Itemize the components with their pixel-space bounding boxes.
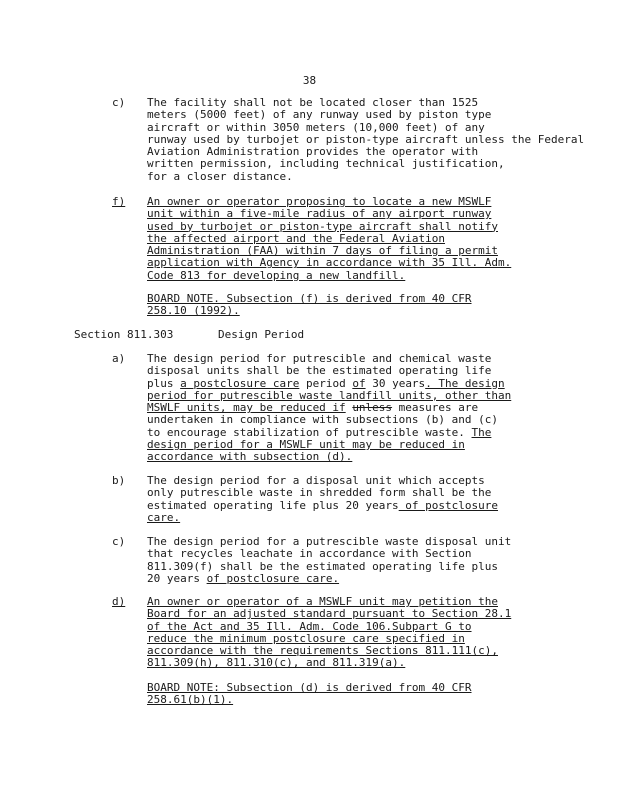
item-a-line3: plus a postclosure care period of 30 years. The design <box>147 376 505 390</box>
item-d-text: An owner or operator of a MSWLF unit may petition the Board for an adjusted standard pursuant to Section 28.1 of the Act and 35 Ill. Adm. Code 106.Subpart G to reduce the minimum postclosure care specified in accordance with the requirements Sections 811.111(c), 811.309(h), 811.310(c), and 811.319(a). <box>147 595 512 670</box>
item-b-line3: estimated operating life plus 20 years of postclosure <box>147 498 499 512</box>
item-label-c-first: c) <box>112 96 126 109</box>
item-c-line4: 20 years of postclosure care. <box>147 571 340 585</box>
section-title: Design Period <box>218 328 305 341</box>
board-note-f: BOARD NOTE. Subsection (f) is derived from 40 CFR 258.10 (1992). <box>147 292 472 318</box>
section-number: Section 811.303 <box>74 328 174 341</box>
item-label-b: b) <box>112 474 126 487</box>
item-label-f: f) <box>112 195 126 208</box>
item-b-text: The design period for a disposal unit which accepts only putrescible waste in shredded form shall be the estimated operating life plus 20 years of postclosure care. <box>147 474 499 524</box>
item-c-first-text: The facility shall not be located closer than 1525 meters (5000 feet) of any runway used by piston type aircraft or within 3050 meters (10,000 feet) of any runway used by turbojet or piston-type aircraft unless the Federal Aviation Administration provides the operator with written permission, including technical justification, for a closer distance. <box>147 96 585 183</box>
item-a-line7: to encourage stabilization of putrescible waste. The <box>147 425 492 439</box>
item-a-line5: MSWLF units, may be reduced if unless measures are <box>147 401 479 415</box>
page-number: 38 <box>302 74 317 87</box>
item-a-text: The design period for putrescible and chemical waste disposal units shall be the estimated operating life plus a postclosure care period of 30 years. The design period for putrescible waste landfill units, other than MSWLF units, may be reduced if unless measures are undertaken in compliance with subsections (b) and (c) to encourage stabilization of putrescible waste. The design period for a MSWLF unit may be reduced in accordance with subsection (d). <box>147 352 512 464</box>
item-label-c-second: c) <box>112 535 126 548</box>
item-label-d: d) <box>112 595 126 608</box>
item-label-a: a) <box>112 352 126 365</box>
board-note-d: BOARD NOTE: Subsection (d) is derived from 40 CFR 258.61(b)(1). <box>147 681 472 707</box>
item-f-text: An owner or operator proposing to locate a new MSWLF unit within a five-mile radius of any airport runway used by turbojet or piston-type aircraft shall notify the affected airport and the Federal Aviation Administration (FAA) within 7 days of filing a permit application with Agency in accordance with 35 Ill. Adm. Code 813 for developing a new landfill. <box>147 195 512 282</box>
item-c-second-text: The design period for a putrescible waste disposal unit that recycles leachate in accordance with Section 811.309(f) shall be the estimated operating life plus 20 years of postclosure care. <box>147 535 512 585</box>
section-heading <box>74 328 305 341</box>
